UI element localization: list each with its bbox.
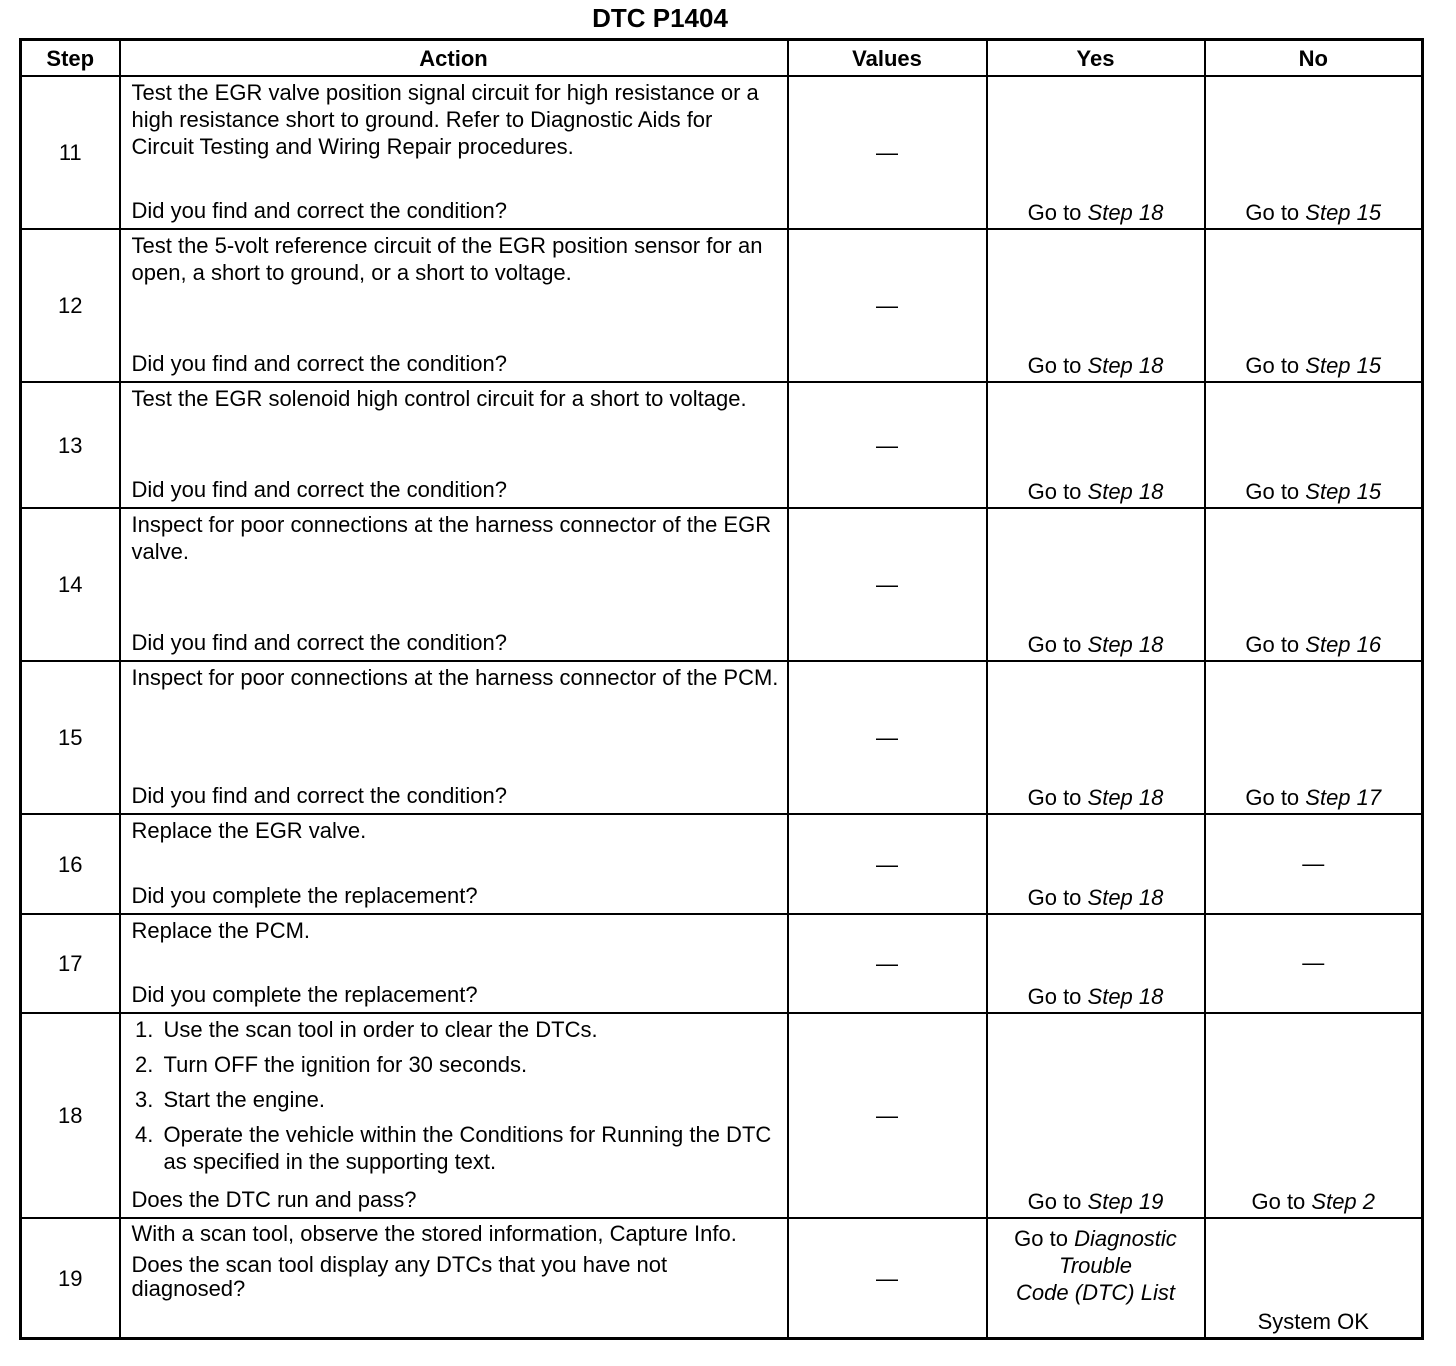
no-cell[interactable] — [1205, 382, 1423, 508]
table-row — [21, 814, 1423, 914]
yes-cell[interactable] — [987, 1218, 1205, 1339]
yes-prefix: Go to — [1027, 1189, 1088, 1214]
yes-step-link[interactable]: Step 18 — [1087, 632, 1164, 657]
header-action: Action — [120, 40, 788, 77]
action-question: Did you find and correct the condition? — [131, 351, 507, 376]
no-prefix: Go to — [1245, 353, 1306, 378]
list-item: 3. Start the engine. — [160, 1086, 779, 1113]
yes-cell[interactable] — [987, 229, 1205, 382]
no-cell: System OK — [1205, 1218, 1423, 1339]
action-cell — [120, 508, 788, 661]
step-number: 11 — [21, 76, 120, 229]
no-prefix: Go to — [1251, 1189, 1312, 1214]
no-step-link[interactable]: Step 16 — [1305, 632, 1382, 657]
header-row — [21, 40, 1423, 77]
yes-cell[interactable] — [987, 914, 1205, 1013]
action-text: Inspect for poor connections at the harness connector of the EGR valve. — [131, 512, 772, 564]
action-cell — [120, 914, 788, 1013]
no-step-link[interactable]: Step 2 — [1311, 1189, 1376, 1214]
action-question: Did you find and correct the condition? — [131, 477, 507, 502]
step-number: 15 — [21, 661, 120, 814]
action-question: Does the scan tool display any DTCs that you have not diagnosed? — [131, 1252, 668, 1301]
procedure-list — [132, 1016, 779, 1175]
value-cell: — — [788, 661, 987, 814]
action-cell — [120, 382, 788, 508]
dtc-list-link-line3[interactable]: Code (DTC) List — [1016, 1280, 1175, 1305]
yes-step-link[interactable]: Step 18 — [1087, 785, 1164, 810]
header-step: Step — [21, 40, 120, 77]
step-number: 19 — [21, 1218, 120, 1339]
no-cell: — — [1205, 914, 1423, 1013]
action-cell — [120, 229, 788, 382]
action-question: Did you complete the replacement? — [131, 883, 478, 908]
yes-prefix: Go to — [1027, 353, 1088, 378]
yes-prefix: Go to — [1027, 785, 1088, 810]
yes-prefix: Go to — [1014, 1226, 1075, 1251]
yes-cell[interactable] — [987, 382, 1205, 508]
yes-prefix: Go to — [1027, 200, 1088, 225]
action-question: Did you find and correct the condition? — [131, 630, 507, 655]
no-step-link[interactable]: Step 17 — [1305, 785, 1382, 810]
value-cell: — — [788, 382, 987, 508]
step-number: 13 — [21, 382, 120, 508]
yes-step-link[interactable]: Step 18 — [1087, 885, 1164, 910]
step-number: 18 — [21, 1013, 120, 1218]
yes-cell[interactable] — [987, 1013, 1205, 1218]
no-prefix: Go to — [1245, 632, 1306, 657]
no-cell[interactable] — [1205, 1013, 1423, 1218]
no-cell: — — [1205, 814, 1423, 914]
no-step-link[interactable]: Step 15 — [1305, 353, 1382, 378]
yes-prefix: Go to — [1027, 885, 1088, 910]
table-row — [21, 914, 1423, 1013]
action-cell — [120, 76, 788, 229]
value-cell: — — [788, 814, 987, 914]
list-item: 1. Use the scan tool in order to clear the DTCs. — [160, 1016, 779, 1043]
diagnostic-table — [19, 38, 1424, 1340]
yes-cell[interactable] — [987, 814, 1205, 914]
no-cell[interactable] — [1205, 76, 1423, 229]
yes-step-link[interactable]: Step 18 — [1087, 200, 1164, 225]
no-step-link[interactable]: Step 15 — [1305, 479, 1382, 504]
value-cell: — — [788, 508, 987, 661]
action-text: Test the EGR valve position signal circuit for high resistance or a high resistance short to ground. Refer to Diagnostic Aids for Circuit Testing and Wiring Repair procedures. — [131, 80, 759, 159]
value-cell: — — [788, 1218, 987, 1339]
action-cell — [120, 1218, 788, 1339]
step-number: 17 — [21, 914, 120, 1013]
no-step-link[interactable]: Step 15 — [1305, 200, 1382, 225]
dtc-list-link-line1[interactable]: Diagnostic — [1074, 1226, 1177, 1251]
yes-cell[interactable] — [987, 508, 1205, 661]
no-prefix: Go to — [1245, 200, 1306, 225]
list-item: 2. Turn OFF the ignition for 30 seconds. — [160, 1051, 779, 1078]
page-title: DTC P1404 — [592, 3, 728, 33]
action-text: Replace the EGR valve. — [131, 818, 367, 843]
yes-step-link[interactable]: Step 18 — [1087, 479, 1164, 504]
header-yes: Yes — [987, 40, 1205, 77]
value-cell: — — [788, 229, 987, 382]
table-row — [21, 661, 1423, 814]
action-text: Replace the PCM. — [131, 918, 311, 943]
header-values: Values — [788, 40, 987, 77]
no-cell[interactable] — [1205, 661, 1423, 814]
action-question: Did you find and correct the condition? — [131, 783, 507, 808]
no-prefix: Go to — [1245, 479, 1306, 504]
no-cell[interactable] — [1205, 508, 1423, 661]
yes-step-link[interactable]: Step 18 — [1087, 984, 1164, 1009]
table-row — [21, 229, 1423, 382]
table-row — [21, 508, 1423, 661]
header-no: No — [1205, 40, 1423, 77]
no-prefix: Go to — [1245, 785, 1306, 810]
action-cell — [120, 661, 788, 814]
action-question: Does the DTC run and pass? — [131, 1187, 417, 1212]
yes-step-link[interactable]: Step 19 — [1087, 1189, 1164, 1214]
action-text: Test the 5-volt reference circuit of the EGR position sensor for an open, a short to ground, or a short to voltage. — [131, 233, 763, 285]
no-cell[interactable] — [1205, 229, 1423, 382]
list-item: 4. Operate the vehicle within the Conditions for Running the DTC as specified in the supporting text. — [160, 1121, 779, 1175]
yes-prefix: Go to — [1027, 632, 1088, 657]
table-row — [21, 382, 1423, 508]
value-cell: — — [788, 76, 987, 229]
yes-step-link[interactable]: Step 18 — [1087, 353, 1164, 378]
step-number: 12 — [21, 229, 120, 382]
action-question: Did you complete the replacement? — [131, 982, 478, 1007]
yes-cell[interactable] — [987, 661, 1205, 814]
action-text: With a scan tool, observe the stored information, Capture Info. — [131, 1221, 737, 1246]
table-row — [21, 76, 1423, 229]
yes-prefix: Go to — [1027, 984, 1088, 1009]
step-number: 16 — [21, 814, 120, 914]
dtc-list-link-line2[interactable]: Trouble — [1059, 1253, 1132, 1278]
table-row — [21, 1218, 1423, 1339]
action-question: Did you find and correct the condition? — [131, 198, 507, 223]
action-text: Inspect for poor connections at the harness connector of the PCM. — [131, 665, 779, 690]
yes-prefix: Go to — [1027, 479, 1088, 504]
yes-cell[interactable] — [987, 76, 1205, 229]
step-number: 14 — [21, 508, 120, 661]
table-row — [21, 1013, 1423, 1218]
action-text: Test the EGR solenoid high control circuit for a short to voltage. — [131, 386, 747, 411]
action-cell — [120, 1013, 788, 1218]
value-cell: — — [788, 914, 987, 1013]
action-cell — [120, 814, 788, 914]
value-cell: — — [788, 1013, 987, 1218]
